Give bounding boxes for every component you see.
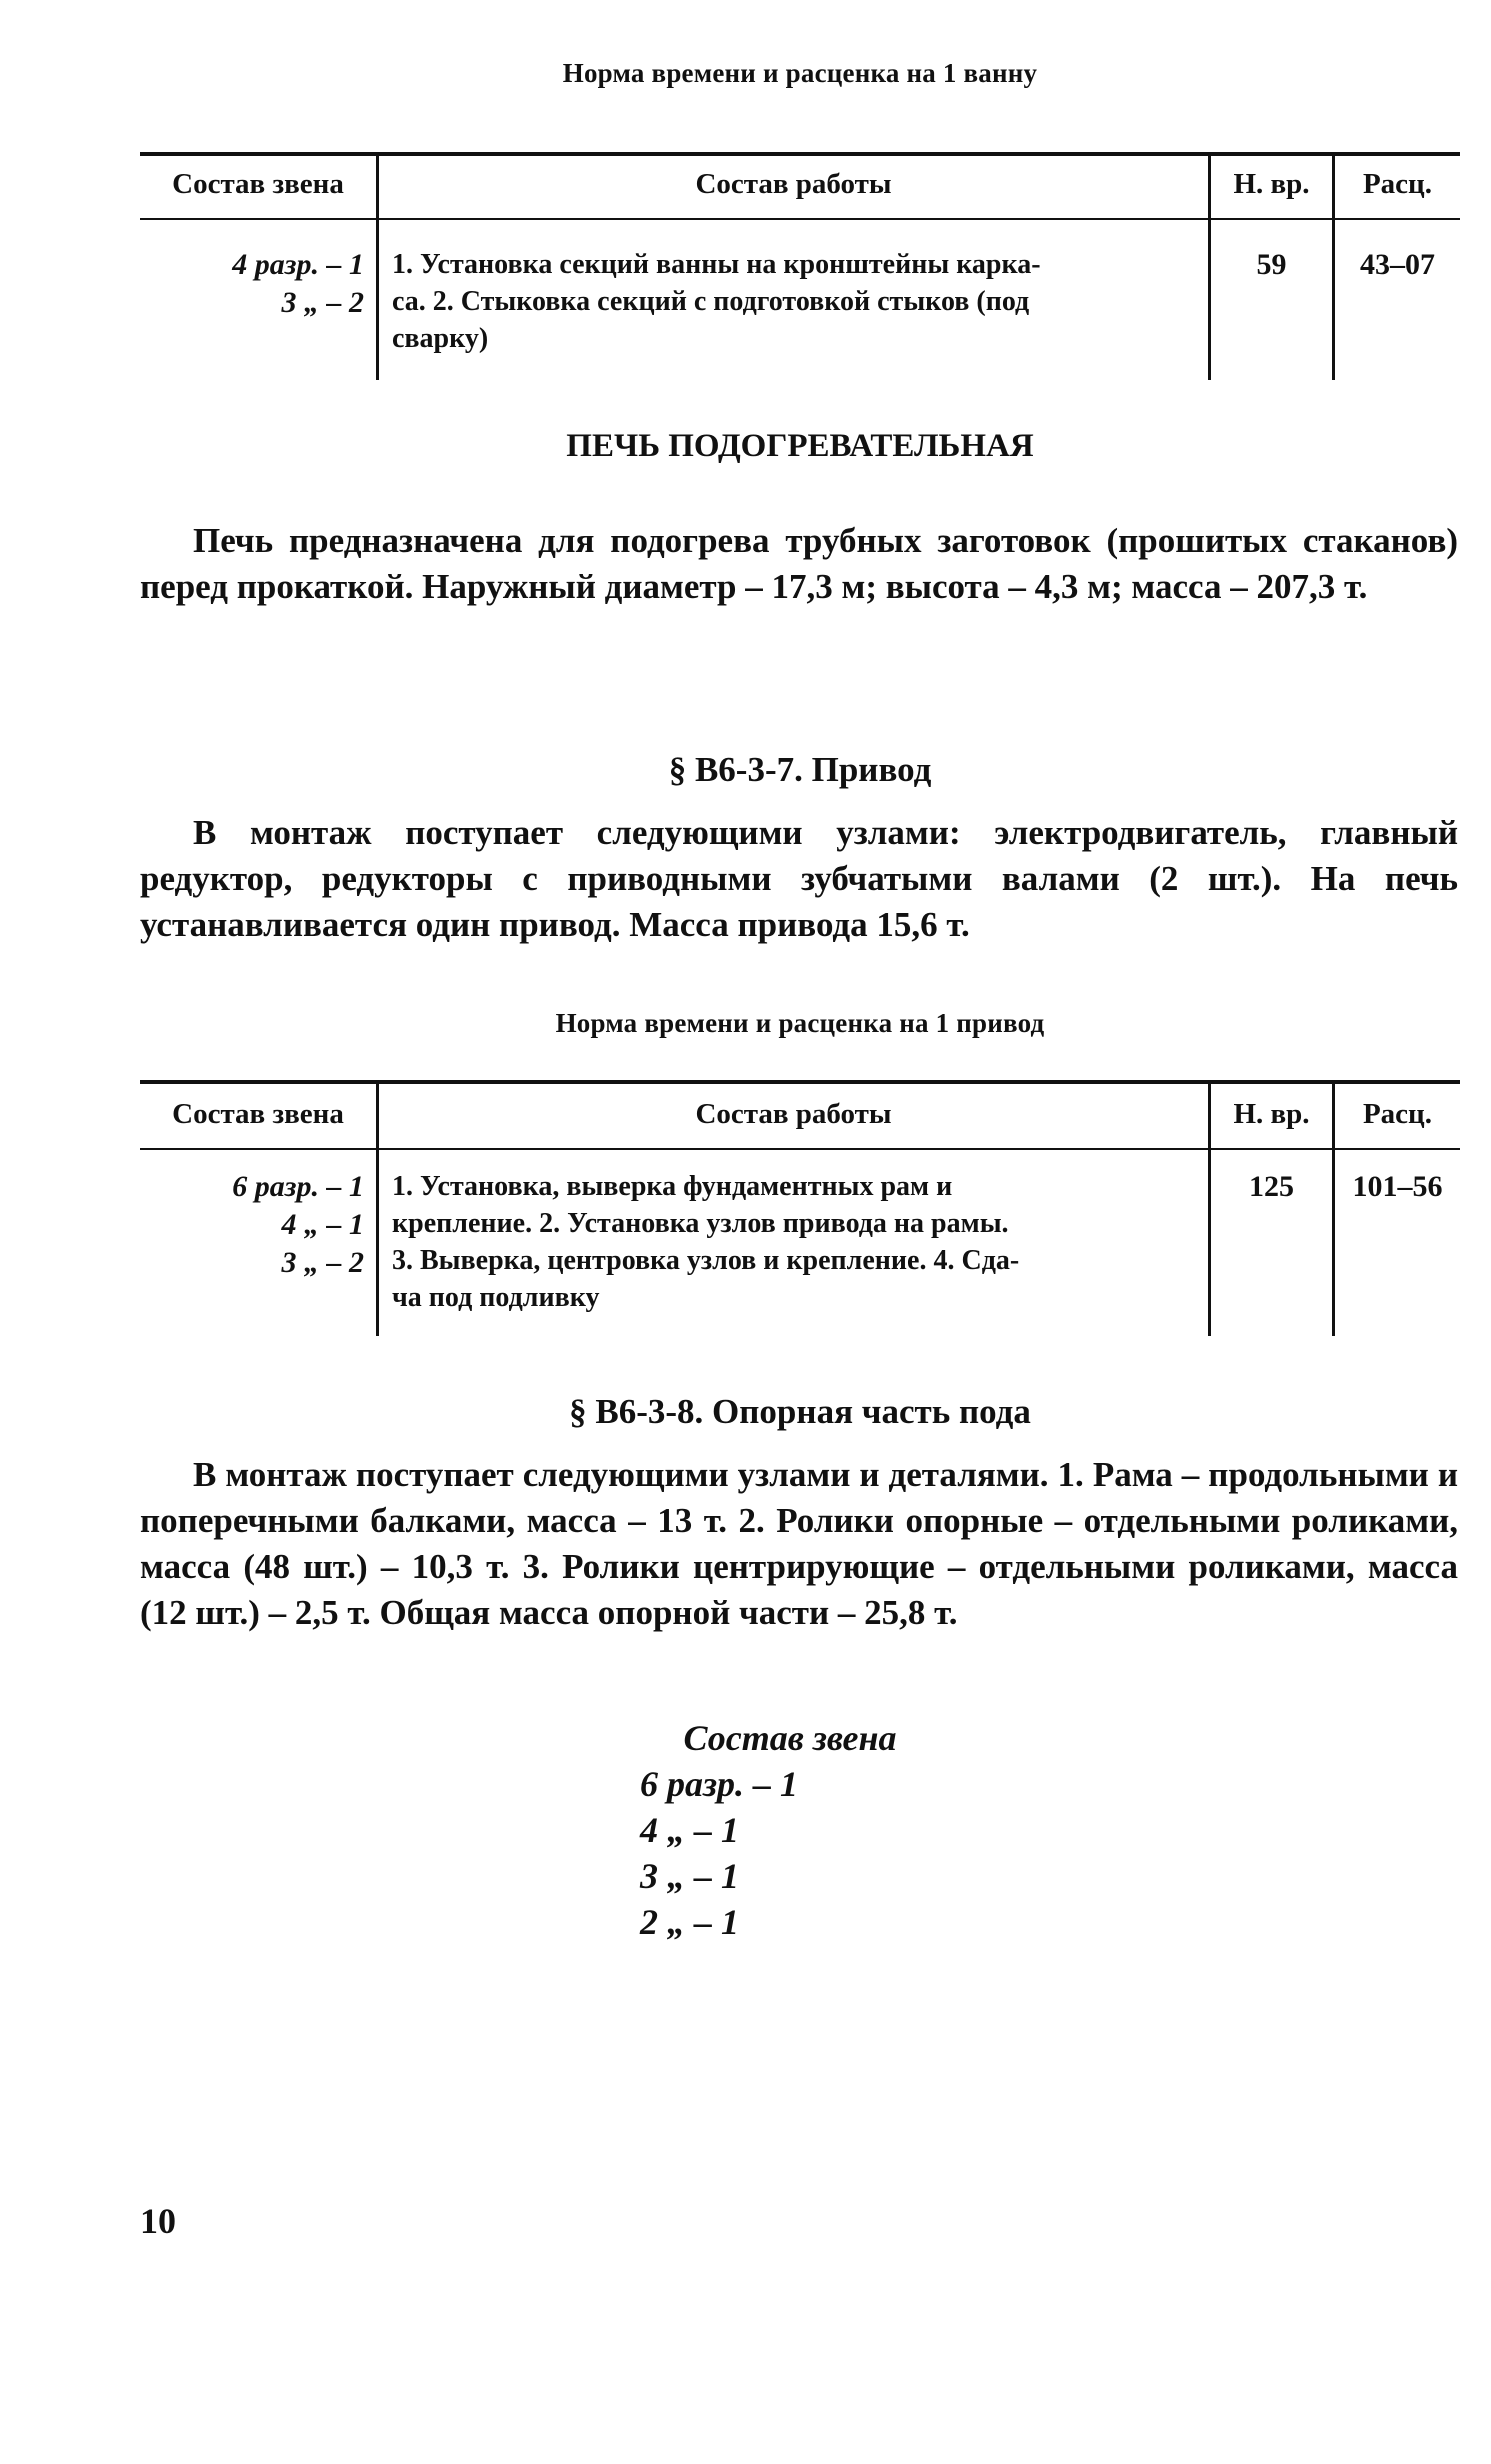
table2-header-rule	[140, 1148, 1460, 1150]
table2-norm: 125	[1249, 1170, 1294, 1203]
section-text: Печь предназначена для подогрева трубных заготовок (прошитых стаканов) перед прокаткой. Наружный диаметр – 17,3 м; высота – 4,3 м; масса – 207,3 т.	[140, 521, 1458, 606]
crew-line: 4 „ – 1	[640, 1810, 739, 1850]
b638-title: § В6-3-8. Опорная часть пода	[569, 1392, 1031, 1431]
table1-header-rate: Расц.	[1362, 168, 1433, 200]
table2-header-rate: Расц.	[1362, 1098, 1433, 1130]
table2-header-norm: Н. вр.	[1233, 1098, 1310, 1130]
table1-caption: Норма времени и расценка на 1 ванну	[562, 58, 1038, 88]
crew-line: 4 „ – 1	[281, 1208, 364, 1241]
table2-rate: 101–56	[1352, 1170, 1443, 1203]
work-line: ча под подливку	[392, 1282, 600, 1313]
work-line: 1. Установка секций ванны на кронштейны карка-	[392, 249, 1041, 280]
page-number: 10	[140, 2201, 176, 2241]
crew-composition	[640, 1715, 940, 1945]
table2-top-rule	[140, 1080, 1460, 1084]
table1-work	[392, 246, 1202, 357]
b638-text: В монтаж поступает следующими узлами и деталями. 1. Рама – продольными и поперечными балками, масса – 13 т. 2. Ролики опорные – отдельными роликами, масса (48 шт.) – 10,3 т. 3. Ролики центрирующие – отдельными роликами, масса (12 шт.) – 2,5 т. Общая масса опорной части – 25,8 т.	[140, 1455, 1458, 1632]
table2-crew	[150, 1168, 364, 1282]
table1-crew	[150, 246, 364, 322]
table1-rate: 43–07	[1360, 248, 1435, 281]
section-title: ПЕЧЬ ПОДОГРЕВАТЕЛЬНАЯ	[566, 428, 1034, 464]
crew-line: 3 „ – 2	[281, 286, 364, 319]
work-line: крепление. 2. Установка узлов привода на рамы.	[392, 1208, 1009, 1239]
table1-top-rule	[140, 152, 1460, 156]
work-line: 1. Установка, выверка фундаментных рам и	[392, 1171, 953, 1202]
crew-line: 4 разр. – 1	[232, 248, 364, 281]
crew-line: 6 разр. – 1	[232, 1170, 364, 1203]
table2-header-crew: Состав звена	[172, 1098, 344, 1130]
table1-header-crew: Состав звена	[172, 168, 344, 200]
table2-work	[392, 1168, 1202, 1316]
table2-caption: Норма времени и расценка на 1 привод	[555, 1008, 1045, 1038]
table2-header-work: Состав работы	[695, 1098, 892, 1130]
crew-line: 2 „ – 1	[640, 1902, 739, 1942]
b637-title: § В6-3-7. Привод	[668, 750, 932, 789]
crew-line: 6 разр. – 1	[640, 1764, 799, 1804]
crew-line: 3 „ – 2	[281, 1246, 364, 1279]
table1-header-work: Состав работы	[695, 168, 892, 200]
work-line: 3. Выверка, центровка узлов и крепление. 4. Сда-	[392, 1245, 1020, 1276]
table1-norm: 59	[1256, 248, 1287, 281]
work-line: са. 2. Стыковка секций с подготовкой стыков (под	[392, 286, 1030, 317]
work-line: сварку)	[392, 323, 489, 354]
crew-composition-title: Состав звена	[683, 1718, 897, 1758]
b637-text: В монтаж поступает следующими узлами: электродвигатель, главный редуктор, редукторы с приводными зубчатыми валами (2 шт.). На печь устанавливается один привод. Масса привода 15,6 т.	[140, 813, 1458, 944]
table1-header-rule	[140, 218, 1460, 220]
table1-header-norm: Н. вр.	[1233, 168, 1310, 200]
crew-line: 3 „ – 1	[640, 1856, 739, 1896]
